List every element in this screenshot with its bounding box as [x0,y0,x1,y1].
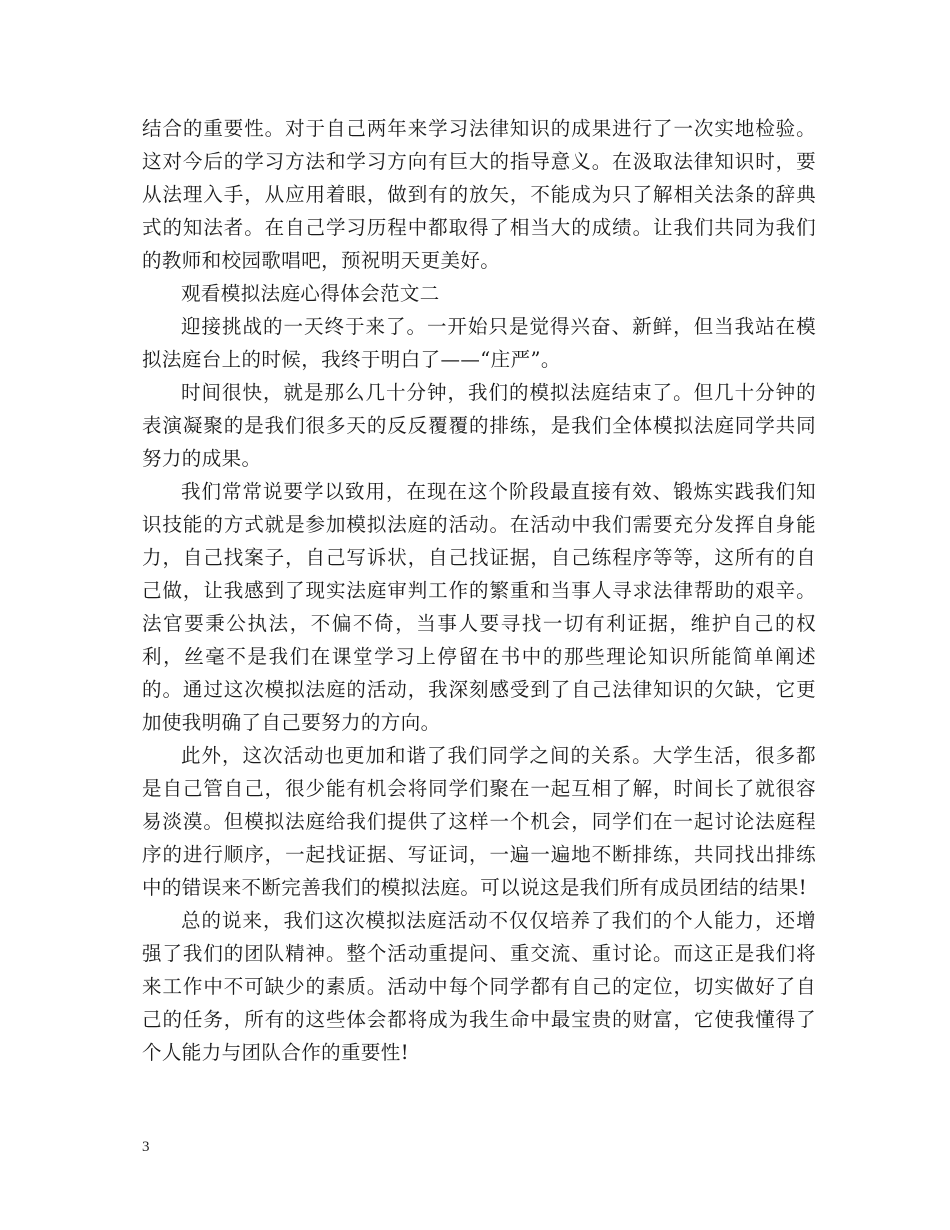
paragraph: 我们常常说要学以致用，在现在这个阶段最直接有效、锻炼实践我们知识技能的方式就是参加模拟法庭的活动。在活动中我们需要充分发挥自身能力，自己找案子，自己写诉状，自己找证据，自己练程序等等，这所有的自己做，让我感到了现实法庭审判工作的繁重和当事人寻求法律帮助的艰辛。法官要秉公执法，不偏不倚，当事人要寻找一切有利证据，维护自己的权利，丝毫不是我们在课堂学习上停留在书中的那些理论知识所能简单阐述的。通过这次模拟法庭的活动，我深刻感受到了自己法律知识的欠缺，它更加使我明确了自己要努力的方向。 [142,480,816,734]
section-heading: 观看模拟法庭心得体会范文二 [181,282,440,305]
document-body [142,112,816,1069]
paragraph-continuation: 结合的重要性。对于自己两年来学习法律知识的成果进行了一次实地检验。这对今后的学习方法和学习方向有巨大的指导意义。在汲取法律知识时，要从法理入手，从应用着眼，做到有的放矢，不能成为只了解相关法条的辞典式的知法者。在自己学习历程中都取得了相当大的成绩。让我们共同为我们的教师和校园歌唱吧，预祝明天更美好。 [142,117,816,272]
paragraph: 总的说来，我们这次模拟法庭活动不仅仅培养了我们的个人能力，还增强了我们的团队精神。整个活动重提问、重交流、重讨论。而这正是我们将来工作中不可缺少的素质。活动中每个同学都有自己的定位，切实做好了自己的任务，所有的这些体会都将成为我生命中最宝贵的财富，它使我懂得了个人能力与团队合作的重要性! [142,909,816,1064]
page-number: 3 [142,1139,150,1155]
paragraph: 迎接挑战的一天终于来了。一开始只是觉得兴奋、新鲜，但当我站在模拟法庭台上的时候，我终于明白了——“庄严”。 [142,315,816,371]
paragraph: 时间很快，就是那么几十分钟，我们的模拟法庭结束了。但几十分钟的表演凝聚的是我们很多天的反反覆覆的排练，是我们全体模拟法庭同学共同努力的成果。 [142,381,816,470]
paragraph: 此外，这次活动也更加和谐了我们同学之间的关系。大学生活，很多都是自己管自己，很少能有机会将同学们聚在一起互相了解，时间长了就很容易淡漠。但模拟法庭给我们提供了这样一个机会，同学们在一起讨论法庭程序的进行顺序，一起找证据、写证词，一遍一遍地不断排练，共同找出排练中的错误来不断完善我们的模拟法庭。可以说这是我们所有成员团结的结果! [142,744,816,899]
